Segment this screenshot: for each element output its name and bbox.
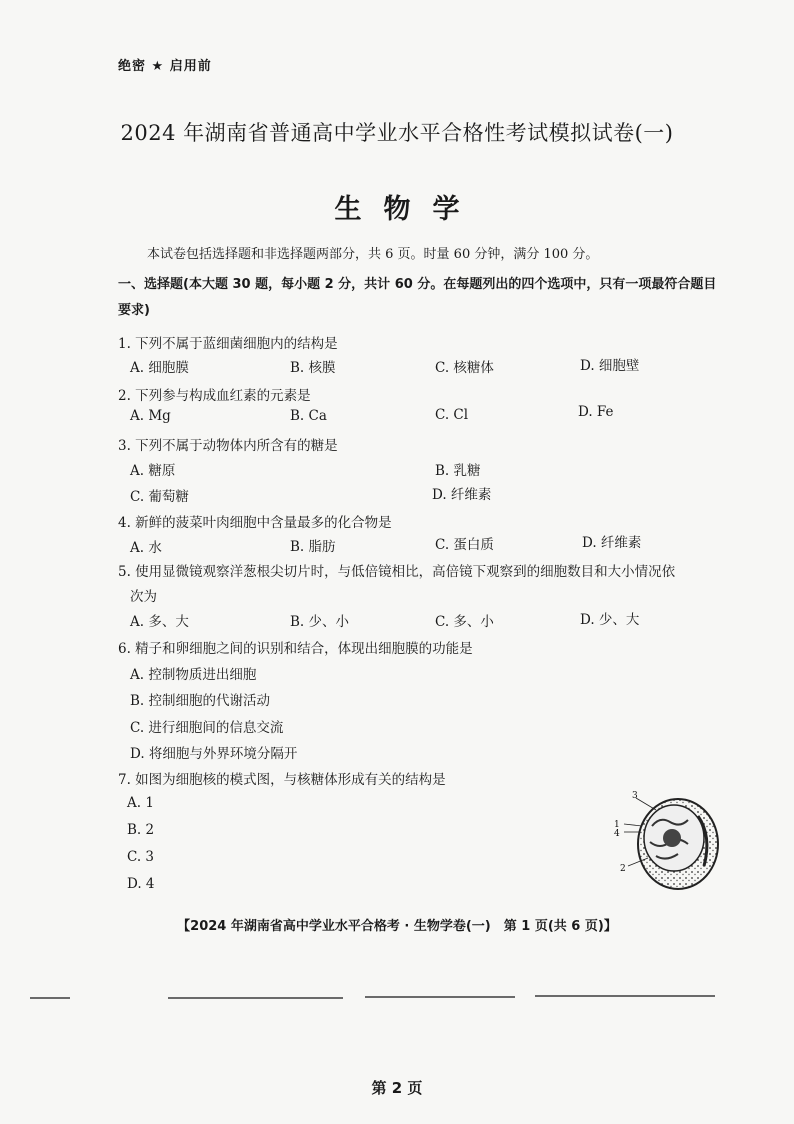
question-5-option-a: A. 多、大 (130, 614, 189, 630)
subject-title: 生物学 (334, 194, 482, 225)
question-4-stem: 4. 新鲜的菠菜叶肉细胞中含量最多的化合物是 (118, 515, 392, 531)
question-4-option-c: C. 蛋白质 (435, 537, 494, 553)
nucleolus (663, 829, 681, 847)
question-6-option-d: D. 将细胞与外界环境分隔开 (130, 746, 298, 762)
figure-label-2: 2 (620, 864, 626, 874)
question-3-stem: 3. 下列不属于动物体内所含有的糖是 (118, 438, 338, 454)
figure-label-1: 1 (614, 820, 620, 830)
question-7-option-d: D. 4 (127, 876, 155, 892)
question-7-option-c: C. 3 (127, 849, 155, 865)
question-3-option-a: A. 糖原 (130, 463, 176, 479)
question-2-option-b: B. Ca (290, 408, 327, 424)
question-5-stem: 5. 使用显微镜观察洋葱根尖切片时，与低倍镜相比，高倍镜下观察到的细胞数目和大小情况依 (118, 564, 676, 580)
question-3-option-c: C. 葡萄糖 (130, 489, 189, 505)
question-4-option-d: D. 纤维素 (582, 535, 642, 551)
secret-mark: 绝密 ★ 启用前 (118, 59, 212, 74)
question-6-option-a: A. 控制物质进出细胞 (130, 667, 257, 683)
section-heading: 一、选择题(本大题 30 题，每小题 2 分，共计 60 分。在每题列出的四个选项中，只有一项最符合题目要求) (118, 277, 717, 318)
question-4-option-a: A. 水 (130, 540, 162, 556)
exam-title: 2024 年湖南省普通高中学业水平合格性考试模拟试卷(一) (120, 121, 674, 145)
question-1-option-d: D. 细胞壁 (580, 358, 640, 374)
question-2-stem: 2. 下列参与构成血红素的元素是 (118, 388, 311, 404)
scan-rule (365, 996, 515, 998)
question-4-option-b: B. 脂肪 (290, 539, 336, 555)
nucleus-diagram (612, 786, 724, 898)
question-1-stem: 1. 下列不属于蓝细菌细胞内的结构是 (118, 336, 338, 352)
question-1-option-a: A. 细胞膜 (130, 360, 189, 376)
question-2-option-a: A. Mg (130, 408, 171, 424)
question-5-option-c: C. 多、小 (435, 614, 494, 630)
question-7-option-b: B. 2 (127, 822, 155, 838)
question-3-option-d: D. 纤维素 (432, 487, 492, 503)
question-5-option-b: B. 少、小 (290, 614, 350, 630)
question-5-stem-continued: 次为 (130, 589, 157, 605)
scan-rule (30, 997, 70, 999)
question-2-option-d: D. Fe (578, 404, 614, 420)
question-7-option-a: A. 1 (127, 795, 154, 811)
question-3-option-b: B. 乳糖 (435, 463, 481, 479)
question-6-option-b: B. 控制细胞的代谢活动 (130, 693, 271, 709)
scan-rule (168, 997, 343, 999)
question-2-option-c: C. Cl (435, 407, 469, 423)
question-5-option-d: D. 少、大 (580, 612, 640, 628)
scan-rule (535, 995, 715, 997)
question-7-stem: 7. 如图为细胞核的模式图，与核糖体形成有关的结构是 (118, 772, 446, 788)
figure-label-3: 3 (632, 791, 638, 801)
figure-label-4: 4 (614, 829, 620, 839)
question-6-option-c: C. 进行细胞间的信息交流 (130, 720, 284, 736)
question-6-stem: 6. 精子和卵细胞之间的识别和结合，体现出细胞膜的功能是 (118, 641, 473, 657)
page-footer: 【2024 年湖南省高中学业水平合格考 · 生物学卷(一) 第 1 页(共 6 页)】 (177, 919, 617, 934)
exam-intro: 本试卷包括选择题和非选择题两部分，共 6 页。时量 60 分钟，满分 100 分。 (147, 247, 599, 262)
question-1-option-b: B. 核膜 (290, 360, 336, 376)
page-number: 第 2 页 (371, 1079, 423, 1097)
question-1-option-c: C. 核糖体 (435, 360, 494, 376)
